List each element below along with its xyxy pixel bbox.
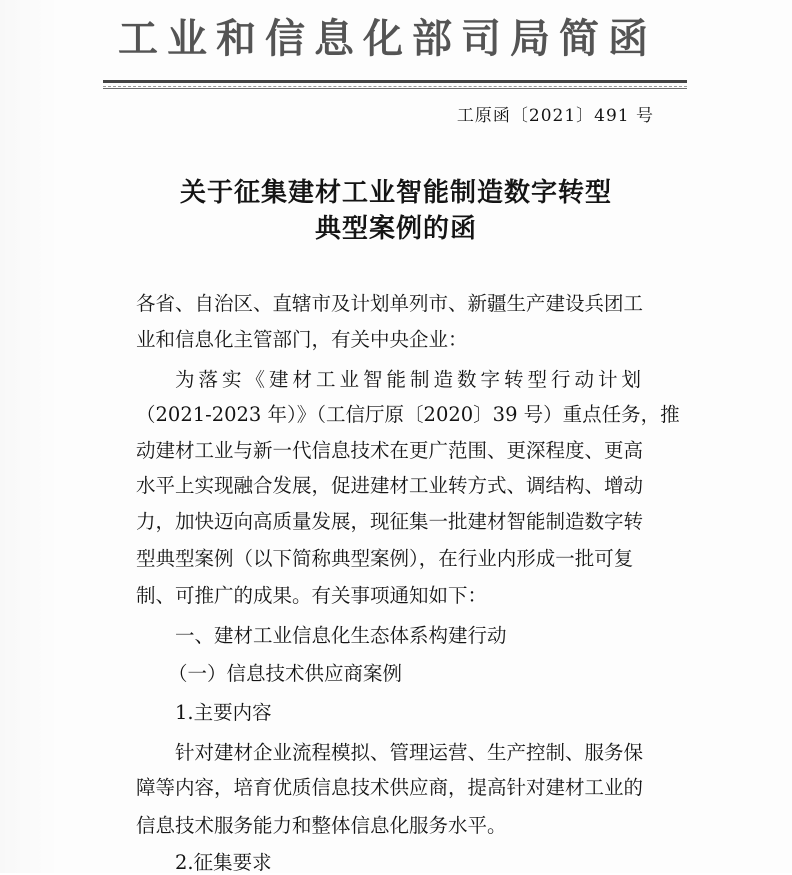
intro-line-4: 水平上实现融合发展，促进建材工业转方式、调结构、增动 [136, 474, 644, 497]
intro-line-3: 动建材工业与新一代信息技术在更广范围、更深程度、更高 [136, 439, 644, 462]
intro-line-1: 为落实《建材工业智能制造数字转型行动计划 [175, 368, 646, 391]
letterhead-rule-thin [103, 88, 687, 89]
intro-line-5: 力，加快迈向高质量发展，现征集一批建材智能制造数字转 [136, 510, 644, 533]
document-title-line-2: 典型案例的函 [314, 214, 477, 244]
item-1-line-2: 障等内容，培育优质信息技术供应商，提高针对建材工业的 [136, 776, 644, 799]
letterhead-rule-thick [103, 80, 687, 83]
scan-shadow [0, 0, 60, 873]
intro-line-7: 制、可推广的成果。有关事项通知如下： [136, 584, 488, 607]
item-1-heading: 1.主要内容 [175, 701, 272, 724]
section-1-heading: 一、建材工业信息化生态体系构建行动 [175, 624, 507, 647]
document-number: 工原函〔2021〕491 号 [456, 106, 654, 126]
item-2-heading: 2.征集要求 [175, 851, 272, 874]
addressee-line-1: 各省、自治区、直辖市及计划单列市、新疆生产建设兵团工 [136, 292, 644, 315]
document-title-line-1: 关于征集建材工业智能制造数字转型 [179, 178, 612, 208]
letterhead-title: 工业和信息化部司局简函 [118, 16, 657, 62]
item-1-line-3: 信息技术服务能力和整体信息化服务水平。 [136, 814, 507, 837]
intro-line-2: （2021-2023 年）》（工信厅原〔2020〕39 号）重点任务，推 [136, 403, 680, 426]
item-1-line-1: 针对建材企业流程模拟、管理运营、生产控制、服务保 [175, 741, 644, 764]
intro-line-6: 型典型案例（以下简称典型案例），在行业内形成一批可复 [136, 547, 634, 570]
subsection-1-heading: （一）信息技术供应商案例 [168, 662, 403, 685]
addressee-line-2: 业和信息化主管部门，有关中央企业： [136, 328, 468, 351]
